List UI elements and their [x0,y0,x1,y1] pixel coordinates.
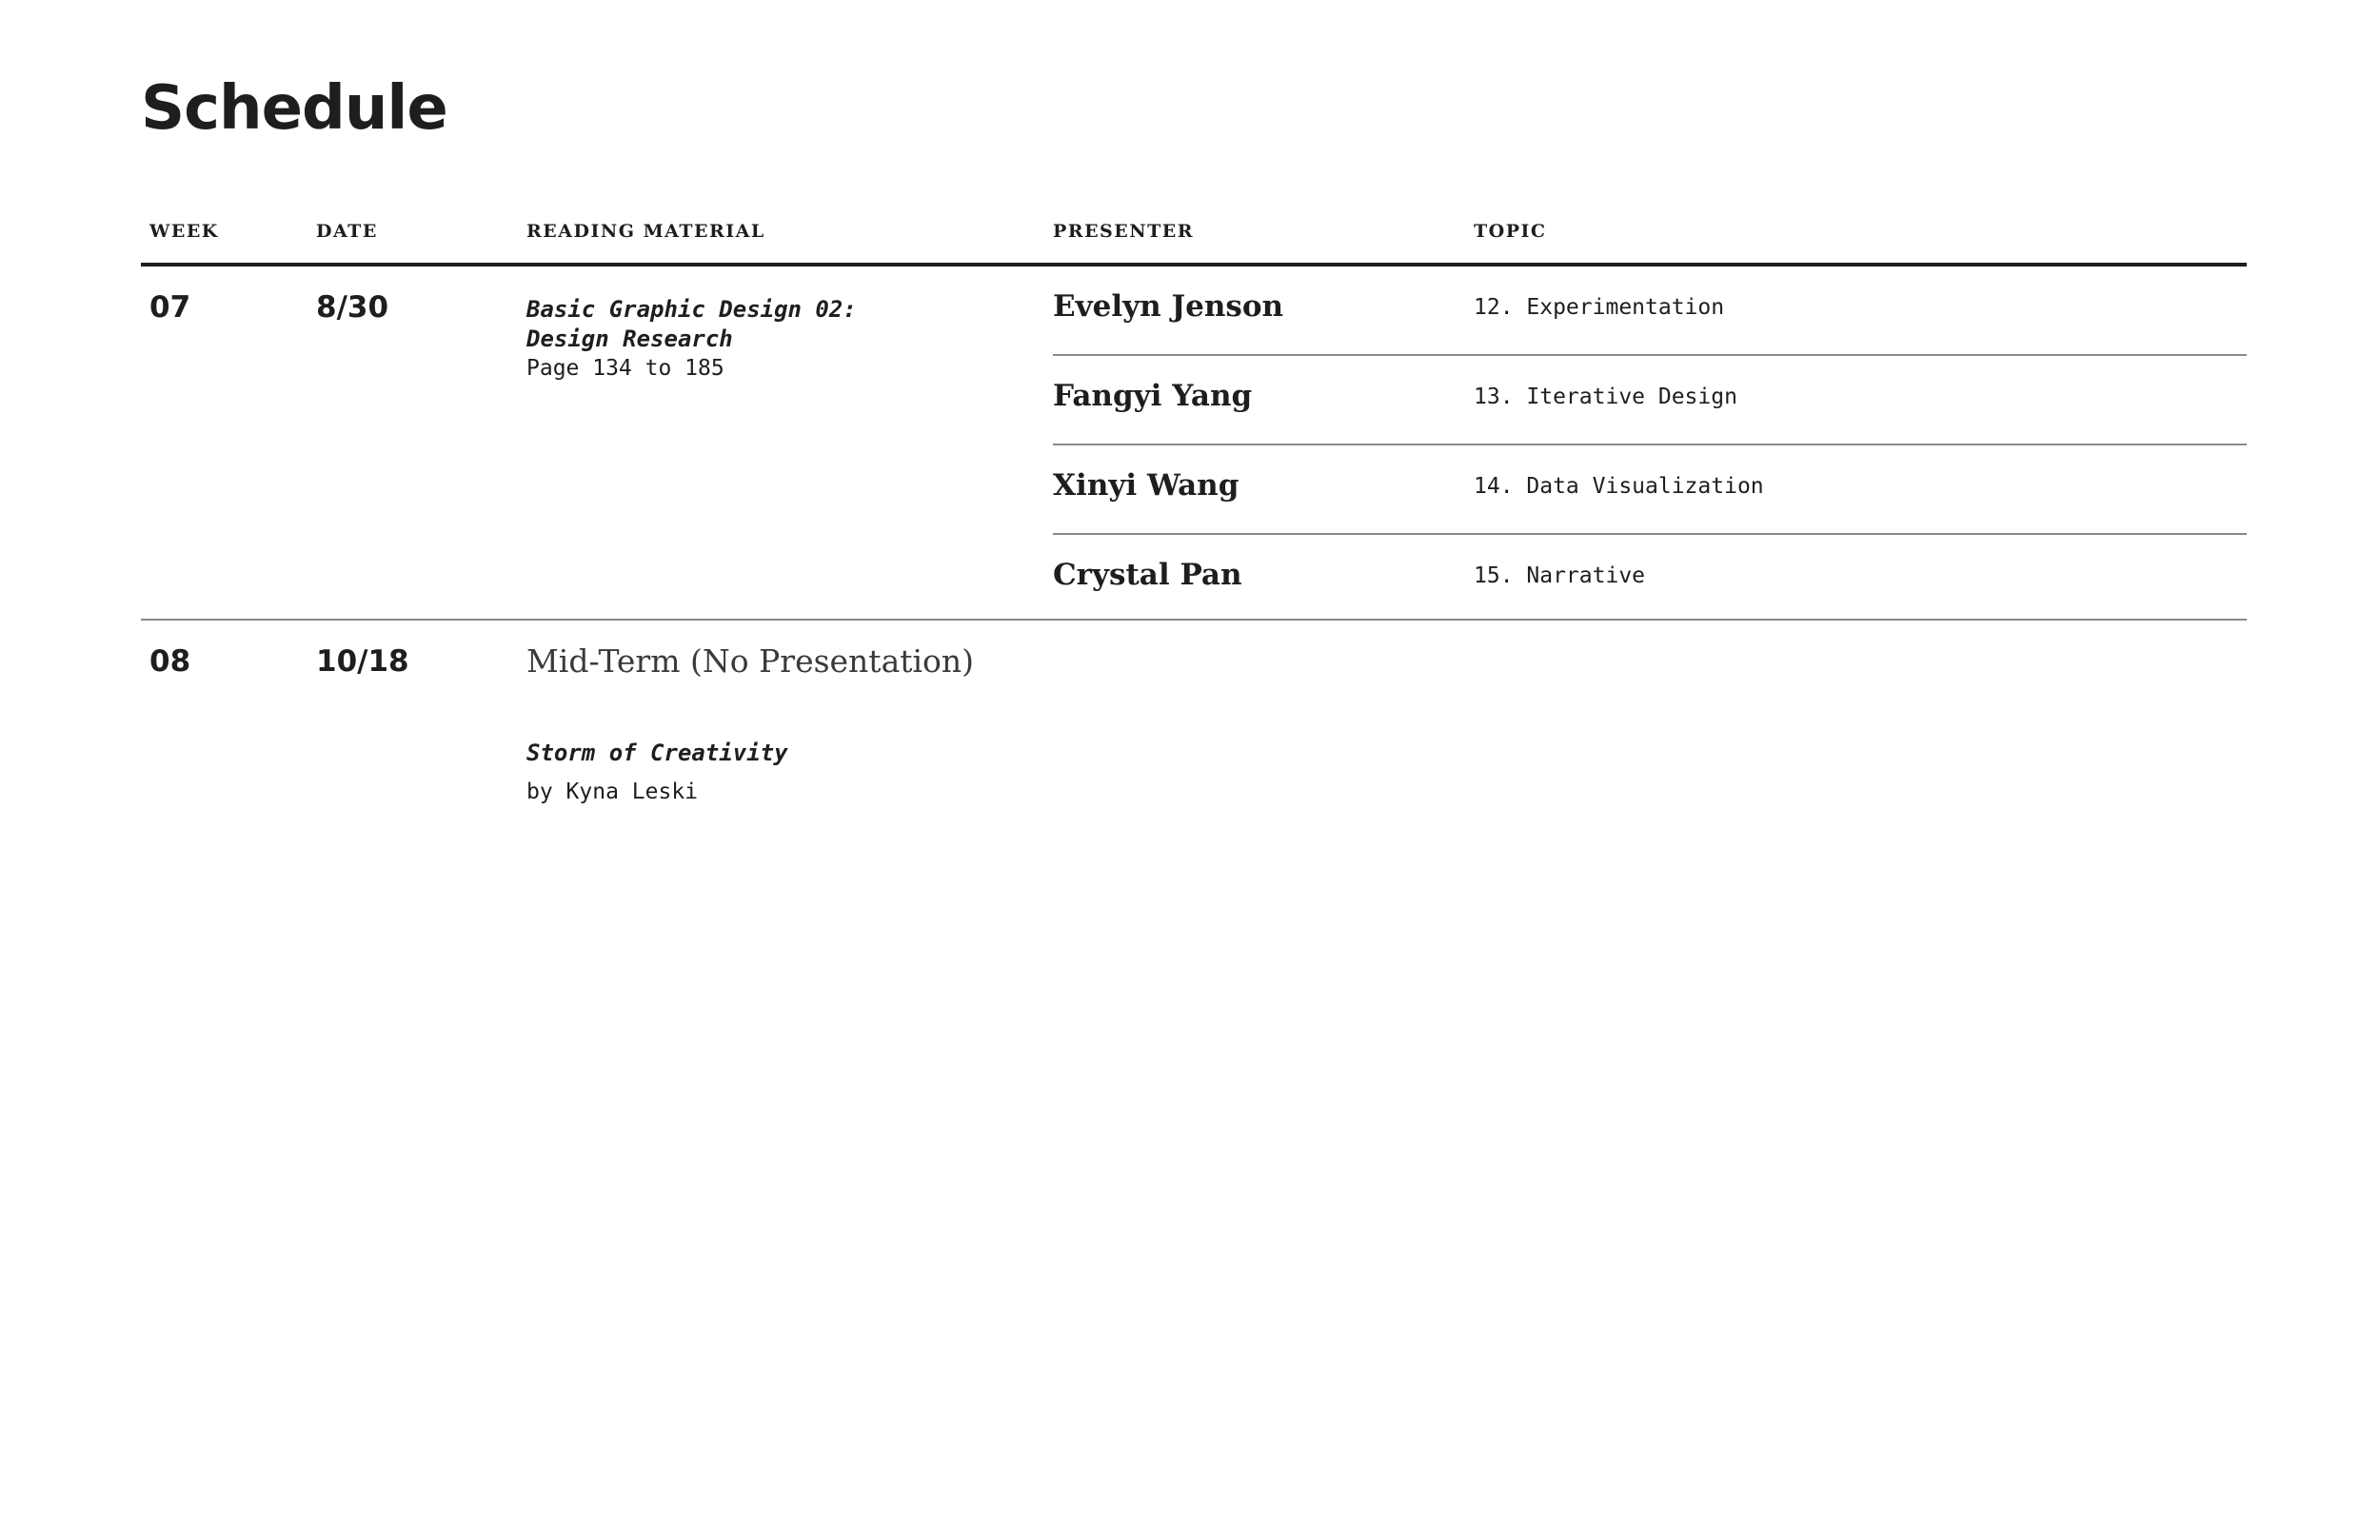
header-presenter: PRESENTER [1053,221,1195,242]
week-date: 8/30 [316,290,389,325]
week-number: 08 [149,644,191,679]
presenter-name: Evelyn Jenson [1053,289,1284,324]
reading-author: by Kyna Leski [526,780,699,804]
topic: 13. Iterative Design [1474,385,1737,409]
week-number: 07 [149,290,191,325]
topic: 15. Narrative [1474,563,1646,588]
table-row [141,621,2247,830]
reading-material [526,295,1021,384]
table-row [141,267,2247,621]
list-item [1053,356,2247,445]
header-date: DATE [316,221,378,242]
reading-title: Storm of Creativity [526,740,788,766]
presenter-name: Fangyi Yang [1053,379,1253,413]
page-title: Schedule [141,73,447,144]
reading-title-line-2: Design Research [526,326,733,352]
header-reading-material: READING MATERIAL [526,221,765,242]
reading-title-line-1: Basic Graphic Design 02: [526,296,857,323]
topic: 14. Data Visualization [1474,474,1764,499]
presenter-name: Crystal Pan [1053,558,1242,592]
schedule-table [141,209,2247,830]
reading-material [526,739,1021,807]
header-topic: TOPIC [1474,221,1547,242]
reading-pages: Page 134 to 185 [526,356,724,381]
week-date: 10/18 [316,644,409,679]
list-item [1053,535,2247,622]
table-header [141,209,2247,267]
midterm-label: Mid-Term (No Presentation) [526,642,975,680]
list-item [1053,267,2247,356]
list-item [1053,445,2247,535]
topic: 12. Experimentation [1474,295,1725,320]
presenter-name: Xinyi Wang [1053,468,1240,503]
presentation-list [1053,267,2247,622]
header-week: WEEK [149,221,219,242]
